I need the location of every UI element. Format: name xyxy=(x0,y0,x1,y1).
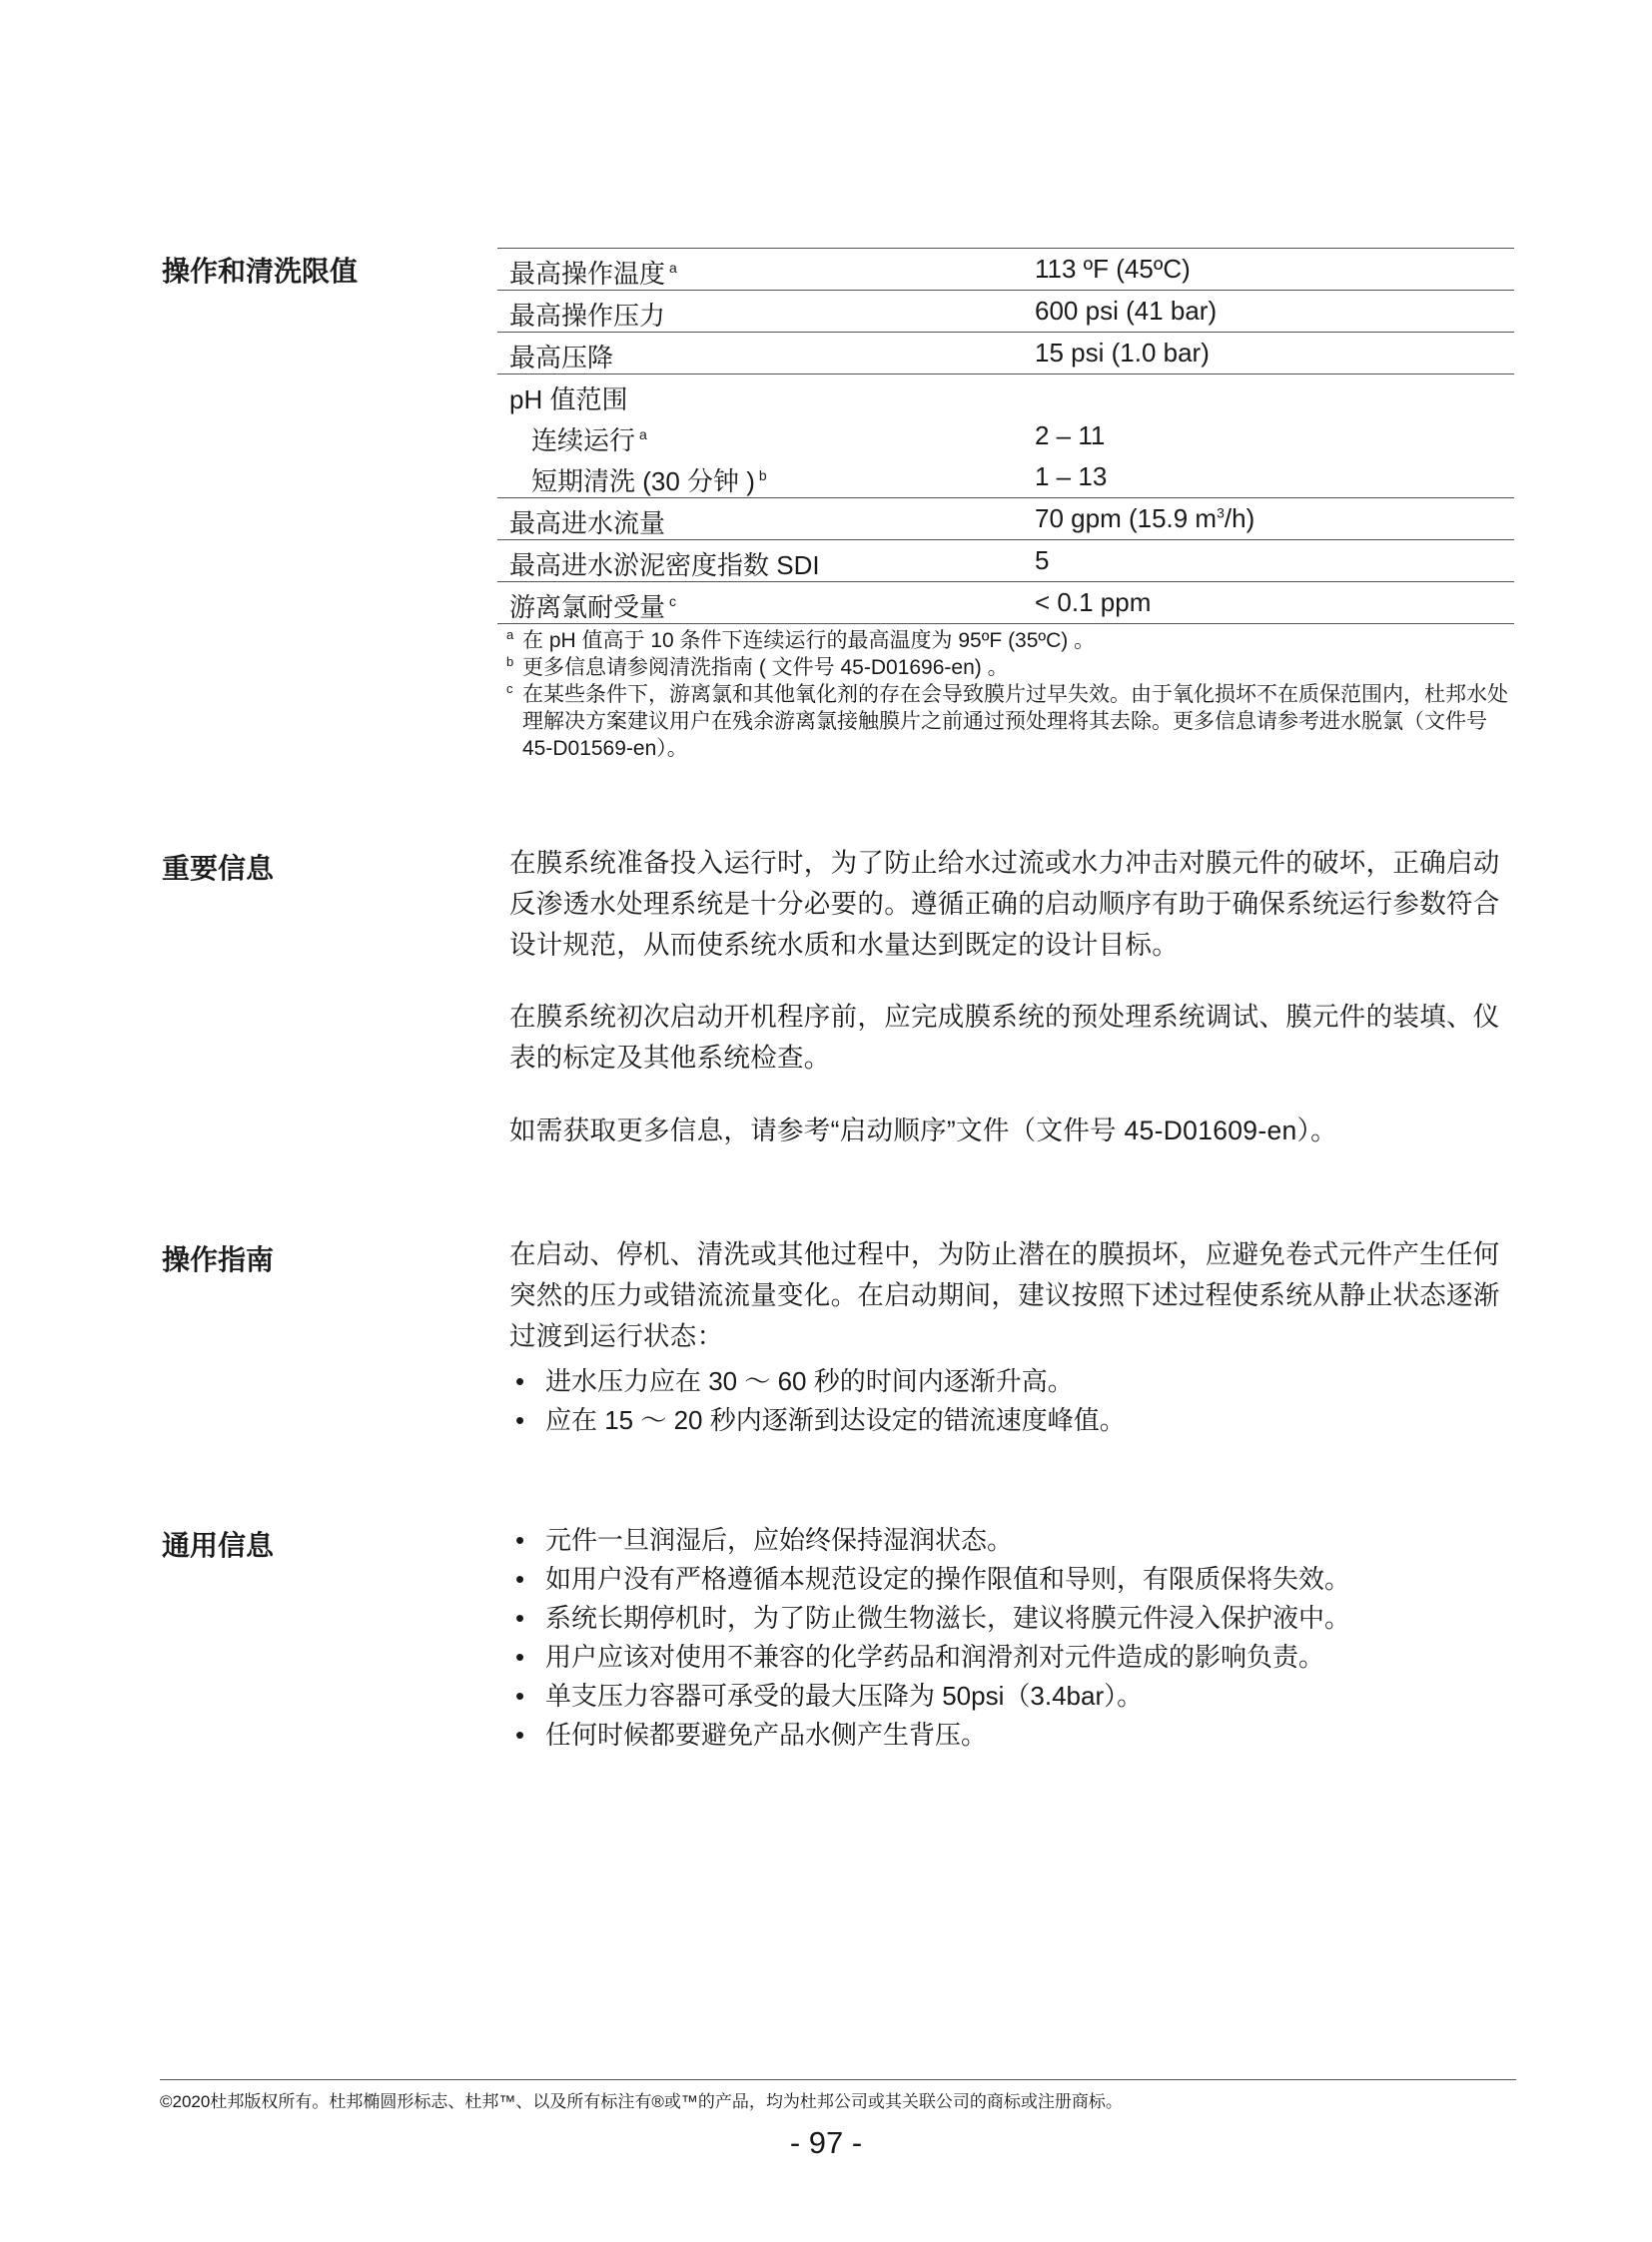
footnote-ref: a xyxy=(639,426,647,443)
operation-intro: 在启动、停机、清洗或其他过程中，为防止潜在的膜损坏，应避免卷式元件产生任何突然的压力或错流流量变化。在启动期间，建议按照下述过程使系统从静止状态逐渐过渡到运行状态： xyxy=(509,1239,1500,1351)
row-label: 最高操作温度 $^a$ xyxy=(509,259,677,289)
footer-divider xyxy=(160,2079,1516,2080)
row-value: 5 xyxy=(1035,545,1050,575)
bullet-icon: • xyxy=(515,1564,525,1594)
row-label: 最高操作压力 xyxy=(509,301,666,331)
table-row xyxy=(497,582,1514,624)
footnote-ref: b xyxy=(758,467,767,484)
limits-table xyxy=(497,248,1514,624)
row-value: < 0.1 ppm xyxy=(1035,587,1152,617)
row-label: 最高进水淤泥密度指数 SDI xyxy=(509,550,820,580)
page-number: - 97 - xyxy=(789,2125,863,2160)
table-row xyxy=(497,456,1514,498)
bullet-icon: • xyxy=(515,1681,525,1711)
list-item: • 系统长期停机时，为了防止微生物滋长，建议将膜元件浸入保护液中。 xyxy=(509,1599,1516,1638)
operation-bullet-list xyxy=(509,1362,1516,1440)
bullet-icon: • xyxy=(515,1405,525,1435)
table-row xyxy=(497,291,1514,333)
list-item: • 单支压力容器可承受的最大压降为 50psi（3.4bar）。 xyxy=(509,1677,1516,1716)
copyright-notice: ©2020杜邦版权所有。杜邦椭圆形标志、杜邦™、以及所有标注有®或™的产品，均为杜邦公司或其关联公司的商标或注册商标。 xyxy=(160,2092,1123,2111)
important-paragraph: 在膜系统准备投入运行时，为了防止给水过流或水力冲击对膜元件的破坏，正确启动反渗透水处理系统是十分必要的。遵循正确的启动顺序有助于确保系统运行参数符合设计规范，从而使系统水质和水量达到既定的设计目标。 xyxy=(509,848,1500,960)
row-label: 最高进水流量 xyxy=(509,508,666,538)
list-item: • 如用户没有严格遵循本规范设定的操作限值和导则，有限质保将失效。 xyxy=(509,1560,1516,1599)
row-label: 连续运行 $^a$ xyxy=(531,425,647,455)
list-item: • 元件一旦润湿后，应始终保持湿润状态。 xyxy=(509,1521,1516,1560)
bullet-icon: • xyxy=(515,1720,525,1750)
footnote: c 在某些条件下，游离氯和其他氧化剂的存在会导致膜片过早失效。由于氧化损坏不在质保范围内，杜邦水处理解决方案建议用户在残余游离氯接触膜片之前通过预处理将其去除。更多信息请参考进水脱氯（文件号 45-D01569-en）。 xyxy=(506,681,1508,760)
row-label: 游离氯耐受量 $^c$ xyxy=(509,592,677,622)
section-heading-limits: 操作和清洗限值 xyxy=(162,255,359,288)
row-value: 15 psi (1.0 bar) xyxy=(1035,338,1210,368)
row-label: pH 值范围 xyxy=(509,384,628,414)
table-row xyxy=(497,248,1514,291)
row-value: 600 psi (41 bar) xyxy=(1035,296,1218,326)
table-row xyxy=(497,415,1514,456)
row-value: 113 ºF (45ºC) xyxy=(1035,254,1191,284)
list-item: • 进水压力应在 30 ～ 60 秒的时间内逐渐升高。 xyxy=(509,1362,1516,1401)
row-value: 1 – 13 xyxy=(1035,461,1108,491)
footnote-ref: c xyxy=(669,593,677,610)
footnote: b 更多信息请参阅清洗指南 ( 文件号 45-D01696-en) 。 xyxy=(506,654,1009,679)
important-paragraph: 如需获取更多信息，请参考“启动顺序”文件（文件号 45-D01609-en）。 xyxy=(509,1116,1337,1145)
table-row xyxy=(497,540,1514,582)
list-item: • 用户应该对使用不兼容的化学药品和润滑剂对元件造成的影响负责。 xyxy=(509,1638,1516,1677)
table-row xyxy=(497,333,1514,374)
list-item: • 任何时候都要避免产品水侧产生背压。 xyxy=(509,1716,1516,1755)
table-row xyxy=(497,498,1514,540)
section-heading-important: 重要信息 xyxy=(162,852,275,885)
table-row xyxy=(497,374,1514,415)
bullet-icon: • xyxy=(515,1642,525,1672)
bullet-icon: • xyxy=(515,1366,525,1396)
important-paragraph: 在膜系统初次启动开机程序前，应完成膜系统的预处理系统调试、膜元件的装填、仪表的标定及其他系统检查。 xyxy=(509,1002,1500,1073)
row-label: 最高压降 xyxy=(509,343,614,373)
bullet-icon: • xyxy=(515,1525,525,1555)
row-label: 短期清洗 (30 分钟 ) $^b$ xyxy=(531,466,767,496)
section-heading-general: 通用信息 xyxy=(162,1529,275,1562)
list-item: • 应在 15 ～ 20 秒内逐渐到达设定的错流速度峰值。 xyxy=(509,1401,1516,1440)
row-value: 2 – 11 xyxy=(1035,420,1106,450)
general-bullet-list xyxy=(509,1521,1516,1755)
table-footnotes xyxy=(506,627,1515,762)
bullet-icon: • xyxy=(515,1603,525,1633)
footnote: a 在 pH 值高于 10 条件下连续运行的最高温度为 95ºF (35ºC) 。 xyxy=(506,627,1096,652)
footnote-ref: a xyxy=(669,260,677,277)
row-value: 70 gpm (15.9 $m^3/h$) xyxy=(1035,503,1255,533)
section-heading-operation: 操作指南 xyxy=(162,1243,275,1276)
